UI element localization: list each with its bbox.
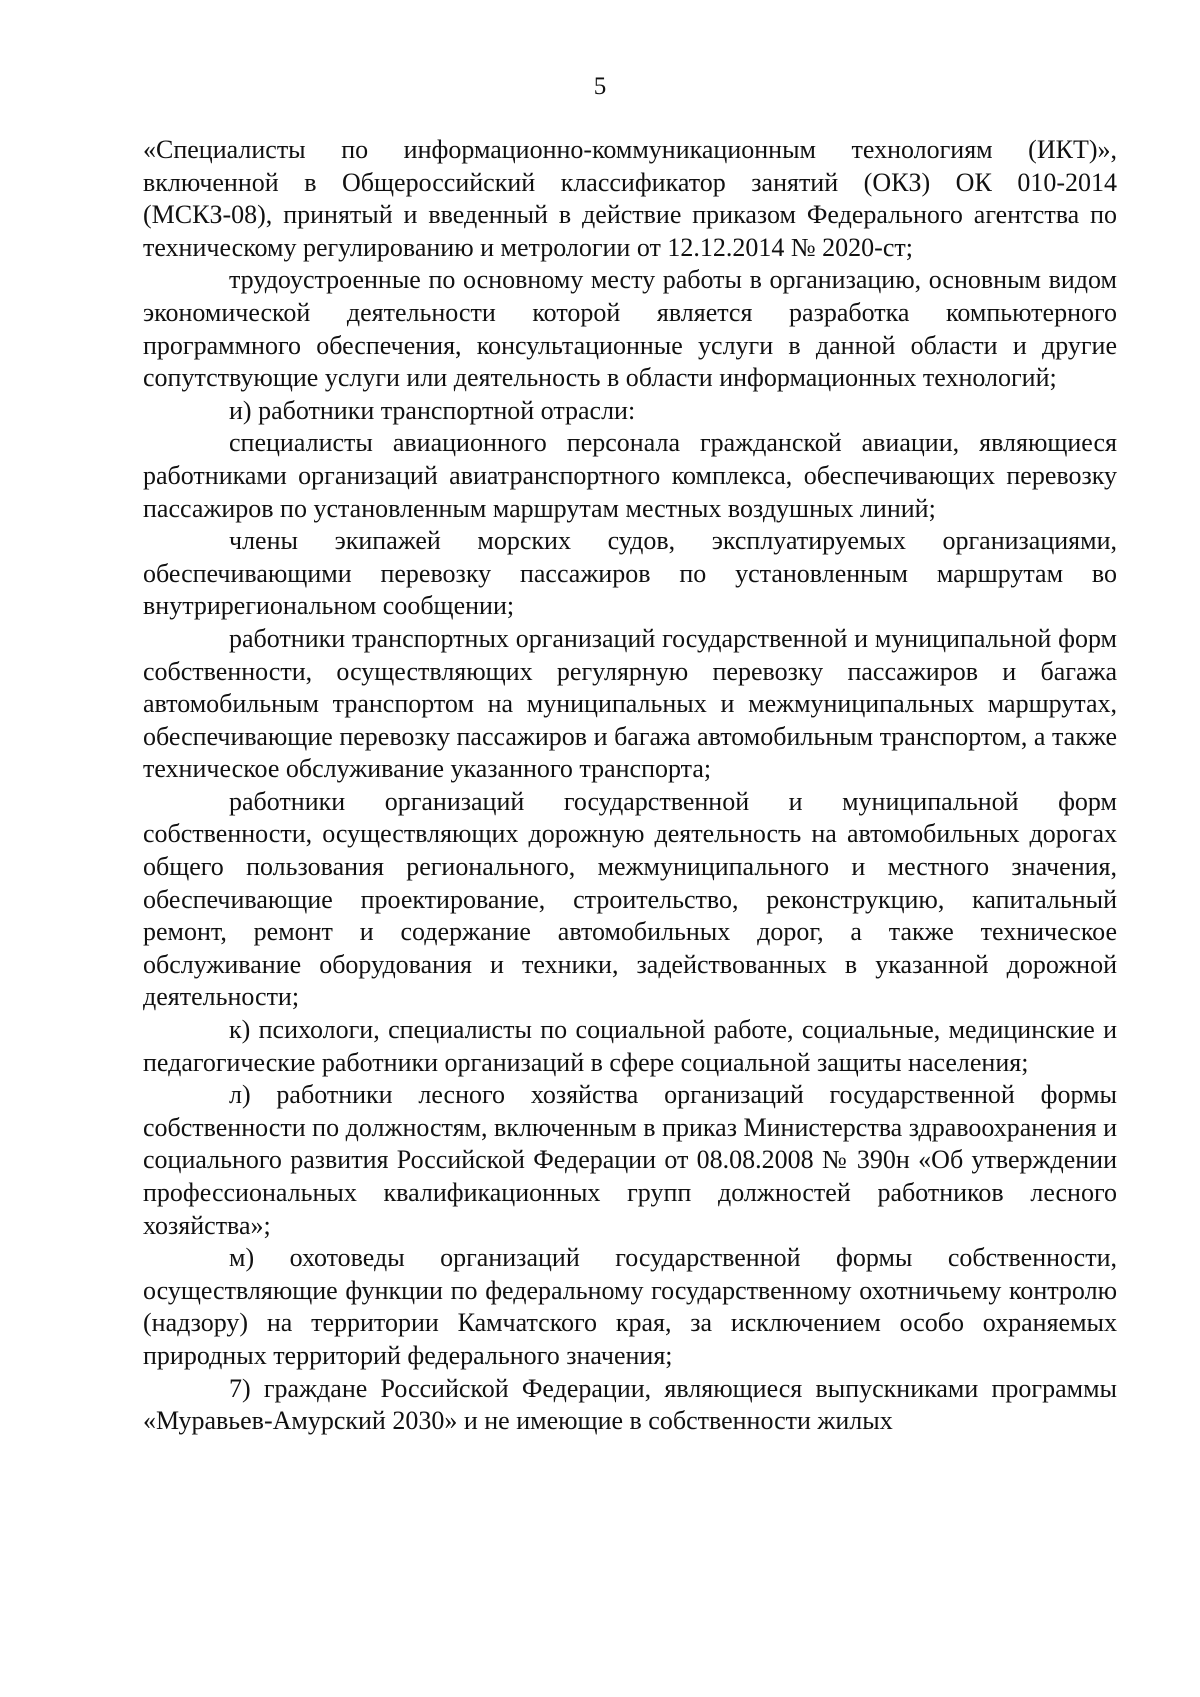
paragraph-ship-crews: члены экипажей морских судов, эксплуатируемых организациями, обеспечивающими перевозку пассажиров по установленным маршрутам во внутрирегиональном сообщении; bbox=[143, 526, 1117, 621]
paragraph-aviation-staff: специалисты авиационного персонала гражданской авиации, являющиеся работниками организаций авиатранспортного комплекса, обеспечивающих перевозку пассажиров по установленным маршрутам местных воздушных линий; bbox=[143, 428, 1117, 523]
paragraph-road-transport-workers: работники транспортных организаций государственной и муниципальной форм собственности, осуществляющих регулярную перевозку пассажиров и багажа автомобильным транспортом на муниципальных и межмуниципальных маршрутах, обеспечивающие перевозку пассажиров и багажа автомобильным транспортом, а также техническое обслуживание указанного транспорта; bbox=[143, 623, 1117, 784]
paragraph-it-employees: трудоустроенные по основному месту работы в организацию, основным видом экономической деятельности которой является разработка компьютерного программного обеспечения, консультационные услуги в данной области и другие сопутствующие услуги или деятельность в области информационных технологий; bbox=[143, 265, 1117, 393]
document-body bbox=[143, 134, 1117, 1438]
paragraph-okz-continuation: «Специалисты по информационно-коммуникационным технологиям (ИКТ)», включенной в Общероссийский классификатор занятий (ОКЗ) ОК 010-2014 (МСКЗ-08), принятый и введенный в действие приказом Федерального агентства по техническому регулированию и метрологии от 12.12.2014 № 2020-ст; bbox=[143, 135, 1117, 262]
paragraph-road-maintenance-workers: работники организаций государственной и муниципальной форм собственности, осуществляющих дорожную деятельность на автомобильных дорогах общего пользования регионального, межмуниципального и местного значения, обеспечивающие проектирование, строительство, реконструкцию, капитальный ремонт, ремонт и содержание автомобильных дорог, а также техническое обслуживание оборудования и техники, задействованных в указанной дорожной деятельности; bbox=[143, 786, 1117, 1012]
paragraph-item-7-graduates: 7) граждане Российской Федерации, являющиеся выпускниками программы «Муравьев-Амурский 2030» и не имеющие в собственности жилых bbox=[143, 1373, 1117, 1436]
paragraph-item-l-forestry: л) работники лесного хозяйства организаций государственной формы собственности по должностям, включенным в приказ Министерства здравоохранения и социального развития Российской Федерации от 08.08.2008 № 390н «Об утверждении профессиональных квалификационных групп должностей работников лесного хозяйства»; bbox=[143, 1080, 1117, 1240]
paragraph-item-m-hunting: м) охотоведы организаций государственной формы собственности, осуществляющие функции по федеральному государственному охотничьему контролю (надзору) на территории Камчатского края, за исключением особо охраняемых природных территорий федерального значения; bbox=[143, 1243, 1117, 1370]
paragraph-item-k-social: к) психологи, специалисты по социальной работе, социальные, медицинские и педагогические работники организаций в сфере социальной защиты населения; bbox=[143, 1015, 1117, 1077]
page-number: 5 bbox=[593, 73, 607, 100]
paragraph-item-i-transport: и) работники транспортной отрасли: bbox=[229, 395, 636, 425]
